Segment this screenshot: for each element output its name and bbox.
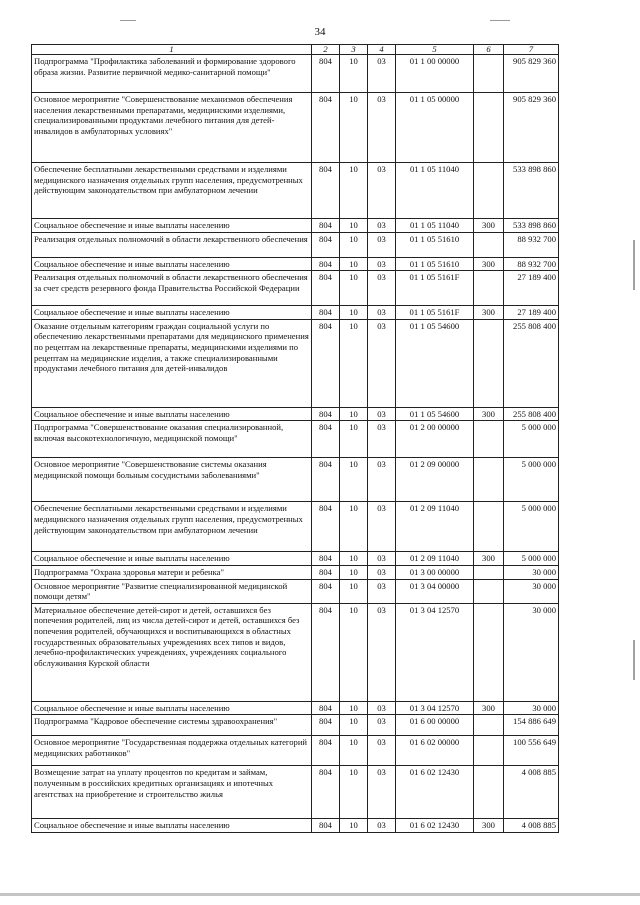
amount-cell: 905 829 360 [504, 55, 559, 93]
table-row [32, 552, 559, 566]
table-row [32, 701, 559, 715]
amount-cell: 533 898 860 [504, 163, 559, 219]
expense-type-cell: 300 [474, 407, 504, 421]
column-header: 3 [340, 45, 368, 55]
ministry-code-cell: 804 [312, 306, 340, 320]
subsection-cell: 03 [368, 715, 396, 736]
ministry-code-cell: 804 [312, 502, 340, 552]
name-cell: Подпрограмма "Кадровое обеспечение системы здравоохранения" [32, 715, 312, 736]
target-article-cell: 01 1 05 5161F [396, 271, 474, 306]
header-row [32, 45, 559, 55]
amount-cell: 5 000 000 [504, 552, 559, 566]
table-row [32, 766, 559, 819]
ministry-code-cell: 804 [312, 701, 340, 715]
amount-cell: 27 189 400 [504, 306, 559, 320]
expense-type-cell [474, 458, 504, 502]
ministry-code-cell: 804 [312, 421, 340, 458]
table-row [32, 458, 559, 502]
table-row [32, 257, 559, 271]
subsection-cell: 03 [368, 458, 396, 502]
expense-type-cell [474, 502, 504, 552]
section-cell: 10 [340, 319, 368, 407]
name-cell: Реализация отдельных полномочий в области лекарственного обеспечения [32, 232, 312, 257]
subsection-cell: 03 [368, 232, 396, 257]
section-cell: 10 [340, 715, 368, 736]
name-cell: Социальное обеспечение и иные выплаты населению [32, 257, 312, 271]
name-cell: Основное мероприятие "Развитие специализированной медицинской помощи детям" [32, 579, 312, 603]
column-header: 6 [474, 45, 504, 55]
target-article-cell: 01 2 09 11040 [396, 502, 474, 552]
name-cell: Подпрограмма "Совершенствование оказания специализированной, включая высокотехнологичную, медицинской помощи" [32, 421, 312, 458]
target-article-cell: 01 1 05 51610 [396, 232, 474, 257]
name-cell: Основное мероприятие "Совершенствование механизмов обеспечения населения лекарственными препаратами, медицинскими изделиями, специализированными продуктами лечебного питания для детей-инвалидов в амбулаторных условиях" [32, 93, 312, 163]
subsection-cell: 03 [368, 565, 396, 579]
section-cell: 10 [340, 552, 368, 566]
amount-cell: 30 000 [504, 603, 559, 701]
target-article-cell: 01 3 00 00000 [396, 565, 474, 579]
table-row [32, 603, 559, 701]
amount-cell: 30 000 [504, 701, 559, 715]
ministry-code-cell: 804 [312, 565, 340, 579]
target-article-cell: 01 1 05 54600 [396, 319, 474, 407]
expense-type-cell [474, 55, 504, 93]
ministry-code-cell: 804 [312, 819, 340, 833]
target-article-cell: 01 3 04 12570 [396, 603, 474, 701]
subsection-cell: 03 [368, 93, 396, 163]
ministry-code-cell: 804 [312, 232, 340, 257]
table-row [32, 502, 559, 552]
subsection-cell: 03 [368, 257, 396, 271]
subsection-cell: 03 [368, 319, 396, 407]
ministry-code-cell: 804 [312, 219, 340, 233]
name-cell: Социальное обеспечение и иные выплаты населению [32, 552, 312, 566]
table-row [32, 715, 559, 736]
table-row [32, 55, 559, 93]
name-cell: Социальное обеспечение и иные выплаты населению [32, 407, 312, 421]
section-cell: 10 [340, 257, 368, 271]
table-row [32, 421, 559, 458]
subsection-cell: 03 [368, 421, 396, 458]
section-cell: 10 [340, 736, 368, 766]
subsection-cell: 03 [368, 219, 396, 233]
subsection-cell: 03 [368, 819, 396, 833]
name-cell: Материальное обеспечение детей-сирот и детей, оставшихся без попечения родителей, лиц из числа детей-сирот и детей, оставшихся без попечения родителей, обучающихся и воспитывающихся в областных государственных образовательных учреждениях всех типов и видов, лечебно-профилактических учреждениях, учреждениях социального обслуживания Курской области [32, 603, 312, 701]
table-row [32, 163, 559, 219]
table-row [32, 565, 559, 579]
section-cell: 10 [340, 306, 368, 320]
amount-cell: 255 808 400 [504, 407, 559, 421]
ministry-code-cell: 804 [312, 271, 340, 306]
target-article-cell: 01 1 05 5161F [396, 306, 474, 320]
subsection-cell: 03 [368, 736, 396, 766]
expense-type-cell [474, 319, 504, 407]
subsection-cell: 03 [368, 271, 396, 306]
target-article-cell: 01 6 02 12430 [396, 766, 474, 819]
expense-type-cell [474, 579, 504, 603]
section-cell: 10 [340, 421, 368, 458]
section-cell: 10 [340, 603, 368, 701]
section-cell: 10 [340, 407, 368, 421]
name-cell: Реализация отдельных полномочий в области лекарственного обеспечения за счет средств резервного фонда Правительства Российской Федерации [32, 271, 312, 306]
column-header: 2 [312, 45, 340, 55]
target-article-cell: 01 1 00 00000 [396, 55, 474, 93]
ministry-code-cell: 804 [312, 552, 340, 566]
scan-side-mark [633, 640, 635, 680]
amount-cell: 30 000 [504, 565, 559, 579]
section-cell: 10 [340, 701, 368, 715]
ministry-code-cell: 804 [312, 257, 340, 271]
expense-type-cell [474, 736, 504, 766]
target-article-cell: 01 2 00 00000 [396, 421, 474, 458]
amount-cell: 4 008 885 [504, 819, 559, 833]
subsection-cell: 03 [368, 701, 396, 715]
expense-type-cell [474, 163, 504, 219]
subsection-cell: 03 [368, 552, 396, 566]
amount-cell: 100 556 649 [504, 736, 559, 766]
amount-cell: 27 189 400 [504, 271, 559, 306]
ministry-code-cell: 804 [312, 736, 340, 766]
ministry-code-cell: 804 [312, 715, 340, 736]
table-row [32, 736, 559, 766]
name-cell: Основное мероприятие "Совершенствование системы оказания медицинской помощи больным сосудистыми заболеваниями" [32, 458, 312, 502]
table-row [32, 93, 559, 163]
section-cell: 10 [340, 93, 368, 163]
ministry-code-cell: 804 [312, 579, 340, 603]
section-cell: 10 [340, 232, 368, 257]
expense-type-cell [474, 603, 504, 701]
target-article-cell: 01 1 05 00000 [396, 93, 474, 163]
target-article-cell: 01 6 02 00000 [396, 736, 474, 766]
table-row [32, 319, 559, 407]
amount-cell: 5 000 000 [504, 458, 559, 502]
ministry-code-cell: 804 [312, 407, 340, 421]
subsection-cell: 03 [368, 766, 396, 819]
expense-type-cell [474, 232, 504, 257]
amount-cell: 255 808 400 [504, 319, 559, 407]
table-row [32, 219, 559, 233]
ministry-code-cell: 804 [312, 766, 340, 819]
section-cell: 10 [340, 271, 368, 306]
table-row [32, 579, 559, 603]
amount-cell: 30 000 [504, 579, 559, 603]
subsection-cell: 03 [368, 579, 396, 603]
ministry-code-cell: 804 [312, 163, 340, 219]
target-article-cell: 01 2 09 00000 [396, 458, 474, 502]
expense-type-cell [474, 271, 504, 306]
section-cell: 10 [340, 458, 368, 502]
name-cell: Оказание отдельным категориям граждан социальной услуги по обеспечению лекарственными препаратами для медицинского применения по рецептам на лекарственные препараты, медицинскими изделиями по рецептам на медицинские изделия, а также специализированными продуктами лечебного питания для детей-инвалидов [32, 319, 312, 407]
name-cell: Социальное обеспечение и иные выплаты населению [32, 819, 312, 833]
amount-cell: 4 008 885 [504, 766, 559, 819]
amount-cell: 905 829 360 [504, 93, 559, 163]
expense-type-cell [474, 715, 504, 736]
name-cell: Социальное обеспечение и иные выплаты населению [32, 306, 312, 320]
expense-type-cell: 300 [474, 306, 504, 320]
ministry-code-cell: 804 [312, 93, 340, 163]
name-cell: Подпрограмма "Охрана здоровья матери и ребенка" [32, 565, 312, 579]
name-cell: Социальное обеспечение и иные выплаты населению [32, 219, 312, 233]
subsection-cell: 03 [368, 306, 396, 320]
section-cell: 10 [340, 819, 368, 833]
table-row [32, 232, 559, 257]
expense-type-cell [474, 93, 504, 163]
section-cell: 10 [340, 219, 368, 233]
section-cell: 10 [340, 55, 368, 93]
subsection-cell: 03 [368, 502, 396, 552]
section-cell: 10 [340, 502, 368, 552]
page-number: 34 [314, 26, 326, 38]
ministry-code-cell: 804 [312, 319, 340, 407]
expense-type-cell [474, 421, 504, 458]
name-cell: Социальное обеспечение и иные выплаты населению [32, 701, 312, 715]
subsection-cell: 03 [368, 163, 396, 219]
amount-cell: 88 932 700 [504, 257, 559, 271]
amount-cell: 5 000 000 [504, 502, 559, 552]
scan-speck [490, 20, 510, 21]
expense-type-cell [474, 766, 504, 819]
scan-edge-mark [0, 893, 640, 896]
expense-type-cell: 300 [474, 819, 504, 833]
scan-side-mark [633, 240, 635, 290]
budget-table [31, 44, 559, 833]
amount-cell: 533 898 860 [504, 219, 559, 233]
amount-cell: 88 932 700 [504, 232, 559, 257]
name-cell: Основное мероприятие "Государственная поддержка отдельных категорий медицинских работников" [32, 736, 312, 766]
amount-cell: 5 000 000 [504, 421, 559, 458]
ministry-code-cell: 804 [312, 603, 340, 701]
expense-type-cell: 300 [474, 219, 504, 233]
scan-speck [120, 20, 136, 21]
table-row [32, 271, 559, 306]
column-header: 4 [368, 45, 396, 55]
section-cell: 10 [340, 163, 368, 219]
target-article-cell: 01 2 09 11040 [396, 552, 474, 566]
target-article-cell: 01 6 02 12430 [396, 819, 474, 833]
column-header: 7 [504, 45, 559, 55]
expense-type-cell: 300 [474, 552, 504, 566]
subsection-cell: 03 [368, 55, 396, 93]
column-header: 5 [396, 45, 474, 55]
name-cell: Подпрограмма "Профилактика заболеваний и формирование здорового образа жизни. Развитие первичной медико-санитарной помощи" [32, 55, 312, 93]
target-article-cell: 01 1 05 11040 [396, 219, 474, 233]
section-cell: 10 [340, 565, 368, 579]
amount-cell: 154 886 649 [504, 715, 559, 736]
section-cell: 10 [340, 766, 368, 819]
table-row [32, 819, 559, 833]
expense-type-cell: 300 [474, 701, 504, 715]
section-cell: 10 [340, 579, 368, 603]
ministry-code-cell: 804 [312, 458, 340, 502]
target-article-cell: 01 1 05 11040 [396, 163, 474, 219]
name-cell: Возмещение затрат на уплату процентов по кредитам и займам, полученным в российских кредитных организациях и ипотечных агентствах на приобретение и строительство жилья [32, 766, 312, 819]
target-article-cell: 01 1 05 54600 [396, 407, 474, 421]
target-article-cell: 01 3 04 12570 [396, 701, 474, 715]
target-article-cell: 01 6 00 00000 [396, 715, 474, 736]
expense-type-cell: 300 [474, 257, 504, 271]
expense-type-cell [474, 565, 504, 579]
subsection-cell: 03 [368, 407, 396, 421]
table-row [32, 306, 559, 320]
column-header: 1 [32, 45, 312, 55]
name-cell: Обеспечение бесплатными лекарственными средствами и изделиями медицинского назначения отдельных групп населения, предусмотренных действующим законодательством при амбулаторном лечении [32, 163, 312, 219]
subsection-cell: 03 [368, 603, 396, 701]
target-article-cell: 01 1 05 51610 [396, 257, 474, 271]
name-cell: Обеспечение бесплатными лекарственными средствами и изделиями медицинского назначения отдельных групп населения, предусмотренных действующим законодательством при амбулаторном лечении [32, 502, 312, 552]
target-article-cell: 01 3 04 00000 [396, 579, 474, 603]
ministry-code-cell: 804 [312, 55, 340, 93]
table-row [32, 407, 559, 421]
